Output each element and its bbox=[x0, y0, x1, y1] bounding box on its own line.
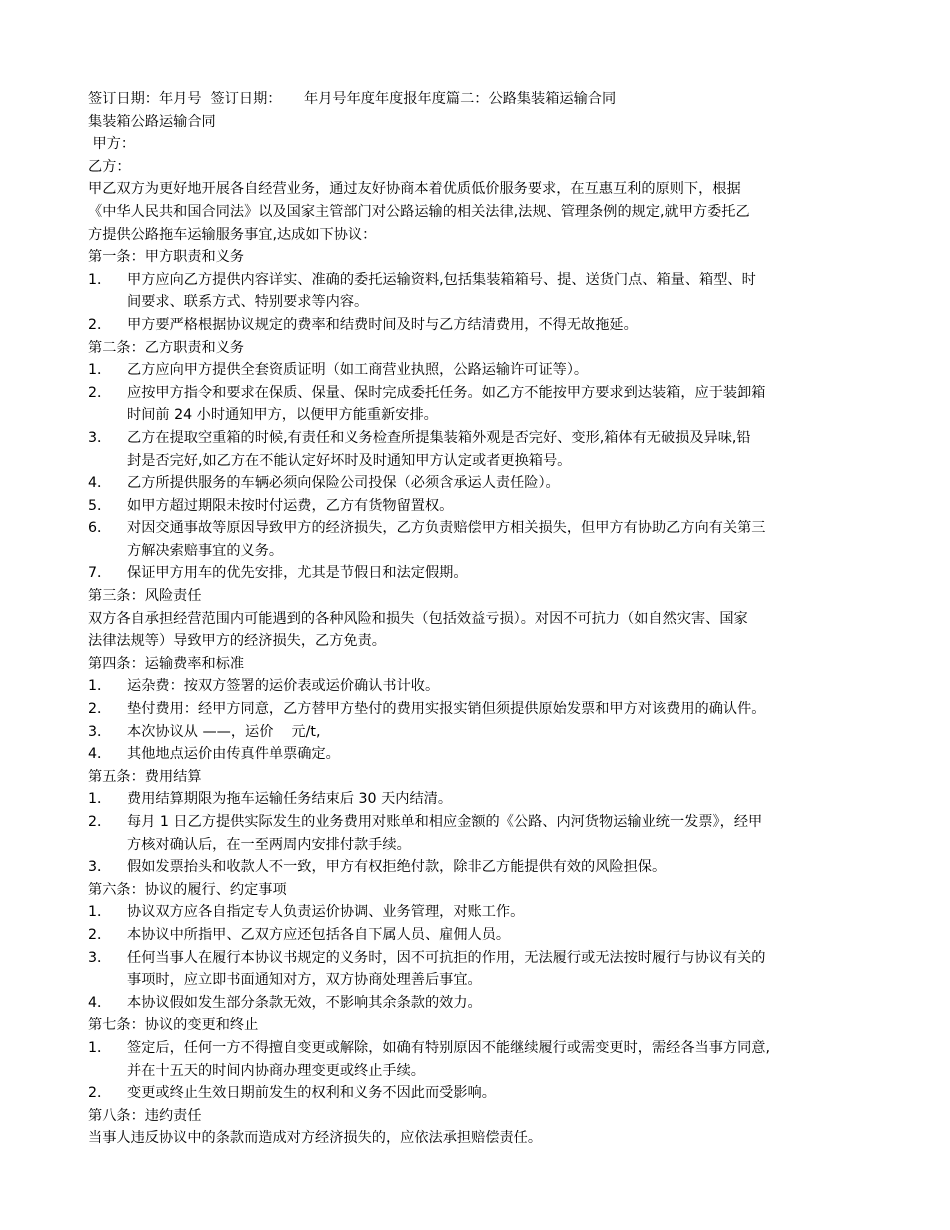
article-7 bbox=[88, 1014, 878, 1104]
item-number: 2． bbox=[88, 814, 112, 830]
list-item bbox=[88, 901, 878, 924]
list-item bbox=[88, 1082, 878, 1105]
item-number: 2． bbox=[88, 384, 112, 401]
item-text: 本次协议从 ——，运价 元/t, bbox=[127, 723, 321, 740]
article-heading: 第六条：协议的履行、约定事项 bbox=[88, 881, 287, 898]
item-text: 变更或终止生效日期前发生的权利和义务不因此而受影响。 bbox=[127, 1085, 496, 1102]
item-text: 假如发票抬头和收款人不一致，甲方有权拒绝付款，除非乙方能提供有效的风险担保。 bbox=[127, 859, 667, 876]
intro-line: 方提供公路拖车运输服务事宜,达成如下协议： bbox=[88, 226, 377, 243]
article-heading: 第三条：风险责任 bbox=[88, 588, 202, 605]
item-text: 并在十五天的时间内协商办理变更或终止手续。 bbox=[127, 1062, 425, 1079]
list-item bbox=[88, 947, 878, 992]
item-number: 1． bbox=[88, 362, 112, 379]
item-text: 乙方应向甲方提供全套资质证明（如工商营业执照，公路运输许可证等）。 bbox=[127, 362, 589, 379]
intro-paragraph bbox=[88, 178, 878, 246]
list-item bbox=[88, 992, 878, 1015]
item-text: 本协议假如发生部分条款无效，不影响其余条款的效力。 bbox=[127, 994, 482, 1011]
list-item bbox=[88, 269, 878, 314]
article-2 bbox=[88, 337, 878, 586]
item-text: 乙方所提供服务的车辆必须向保险公司投保（必须含承运人责任险）。 bbox=[127, 475, 560, 492]
item-text: 签定后，任何一方不得擅自变更或解除，如确有特别原因不能继续履行或需变更时，需经各当事方同意, bbox=[127, 1039, 770, 1056]
list-item bbox=[88, 359, 878, 382]
list-item bbox=[88, 427, 878, 472]
item-text: 协议双方应各自指定专人负责运价协调、业务管理，对账工作。 bbox=[127, 904, 525, 921]
article-5 bbox=[88, 766, 878, 879]
item-number: 1． bbox=[88, 904, 112, 921]
list-item bbox=[88, 721, 878, 744]
item-text: 甲方应向乙方提供内容详实、准确的委托运输资料,包括集装箱箱号、提、送货门点、箱量、箱型、时 bbox=[127, 271, 756, 288]
item-text: 间要求、联系方式、特别要求等内容。 bbox=[127, 294, 369, 311]
item-text: 任何当事人在履行本协议书规定的义务时，因不可抗拒的作用，无法履行或无法按时履行与协议有关的 bbox=[127, 949, 766, 966]
item-number: 3． bbox=[88, 859, 112, 876]
item-number: 3． bbox=[88, 723, 112, 740]
article-1 bbox=[88, 246, 878, 336]
item-text: 对因交通事故等原因导致甲方的经济损失，乙方负责赔偿甲方相关损失，但甲方有协助乙方向有关第三 bbox=[127, 520, 766, 537]
list-item bbox=[88, 472, 878, 495]
item-text: 封是否完好,如乙方在不能认定好坏时及时通知甲方认定或者更换箱号。 bbox=[127, 452, 572, 469]
item-text: 每月 1 日乙方提供实际发生的业务费用对账单和相应金额的《公路、内河货物运输业统一发票》，经甲 bbox=[127, 814, 763, 830]
item-text: 本协议中所指甲、乙双方应还包括各自下属人员、雇佣人员。 bbox=[127, 926, 511, 943]
item-text: 方核对确认后，在一至两周内安排付款手续。 bbox=[127, 836, 411, 853]
item-number: 1． bbox=[88, 1039, 112, 1056]
item-number: 4． bbox=[88, 475, 112, 492]
item-number: 2． bbox=[88, 316, 112, 333]
list-item bbox=[88, 562, 878, 585]
article-6 bbox=[88, 879, 878, 1015]
item-text: 费用结算期限为拖车运输任务结束后 30 天内结清。 bbox=[127, 791, 453, 808]
document-title: 集装箱公路运输合同 bbox=[88, 113, 216, 130]
list-item bbox=[88, 788, 878, 811]
item-number: 3． bbox=[88, 949, 112, 966]
item-text: 事项时，应立即书面通知对方，双方协商处理善后事宜。 bbox=[127, 972, 482, 989]
item-text: 如甲方超过期限未按时付运费，乙方有货物留置权。 bbox=[127, 497, 454, 514]
item-number: 7． bbox=[88, 565, 112, 582]
article-4 bbox=[88, 653, 878, 766]
list-item bbox=[88, 811, 878, 856]
item-text: 甲方要严格根据协议规定的费率和结费时间及时与乙方结清费用，不得无故拖延。 bbox=[127, 316, 638, 333]
item-number: 2． bbox=[88, 926, 112, 943]
item-number: 4． bbox=[88, 746, 112, 763]
item-number: 1． bbox=[88, 678, 112, 695]
article-heading: 第七条：协议的变更和终止 bbox=[88, 1017, 259, 1034]
party-b-label: 乙方： bbox=[88, 158, 131, 175]
article-heading: 第五条：费用结算 bbox=[88, 768, 202, 785]
list-item bbox=[88, 314, 878, 337]
list-item bbox=[88, 743, 878, 766]
list-item bbox=[88, 698, 878, 721]
article-heading: 第一条：甲方职责和义务 bbox=[88, 249, 245, 266]
item-number: 2． bbox=[88, 1085, 112, 1102]
item-text: 方解决索赔事宜的义务。 bbox=[127, 542, 284, 559]
item-text: 运杂费：按双方签署的运价表或运价确认书计收。 bbox=[127, 678, 440, 695]
item-number: 3． bbox=[88, 429, 112, 446]
list-item bbox=[88, 517, 878, 562]
item-text: 其他地点运价由传真件单票确定。 bbox=[127, 746, 340, 763]
list-item bbox=[88, 495, 878, 518]
list-item bbox=[88, 675, 878, 698]
header-line: 签订日期：年月号 签订日期： 年月号年度年度报年度篇二：公路集装箱运输合同 bbox=[88, 91, 617, 107]
article-3 bbox=[88, 585, 878, 653]
list-item bbox=[88, 924, 878, 947]
item-text: 时间前 24 小时通知甲方，以便甲方能重新安排。 bbox=[127, 407, 438, 424]
item-text: 保证甲方用车的优先安排，尤其是节假日和法定假期。 bbox=[127, 565, 468, 582]
contract-document bbox=[88, 88, 878, 1150]
list-item bbox=[88, 1037, 878, 1082]
article-body-line: 双方各自承担经营范围内可能遇到的各种风险和损失（包括效益亏损）。对因不可抗力（如自然灾害、国家 bbox=[88, 610, 748, 627]
article-heading: 第八条：违约责任 bbox=[88, 1107, 202, 1124]
item-text: 垫付费用：经甲方同意，乙方替甲方垫付的费用实报实销但须提供原始发票和甲方对该费用的确认件。 bbox=[127, 701, 766, 718]
intro-line: 甲乙双方为更好地开展各自经营业务，通过友好协商本着优质低价服务要求，在互惠互利的原则下，根据 bbox=[88, 181, 741, 198]
item-text: 乙方在提取空重箱的时候,有责任和义务检查所提集装箱外观是否完好、变形,箱体有无破损及异味,铅 bbox=[127, 429, 751, 446]
article-heading: 第四条：运输费率和标准 bbox=[88, 655, 245, 672]
article-8 bbox=[88, 1105, 878, 1150]
article-body-line: 法律法规等）导致甲方的经济损失，乙方免责。 bbox=[88, 633, 386, 650]
item-number: 1． bbox=[88, 271, 112, 288]
list-item bbox=[88, 856, 878, 879]
list-item bbox=[88, 382, 878, 427]
article-heading: 第二条：乙方职责和义务 bbox=[88, 339, 245, 356]
intro-line: 《中华人民共和国合同法》以及国家主管部门对公路运输的相关法律,法规、管理条例的规定,就甲方委托乙 bbox=[88, 203, 750, 220]
item-text: 应按甲方指令和要求在保质、保量、保时完成委托任务。如乙方不能按甲方要求到达装箱，应于装卸箱 bbox=[127, 384, 766, 401]
item-number: 2． bbox=[88, 701, 112, 718]
item-number: 4． bbox=[88, 994, 112, 1011]
item-number: 6． bbox=[88, 520, 112, 537]
item-number: 5． bbox=[88, 497, 112, 514]
article-body-line: 当事人违反协议中的条款而造成对方经济损失的，应依法承担赔偿责任。 bbox=[88, 1130, 543, 1147]
party-a-label: 甲方： bbox=[88, 136, 136, 153]
item-number: 1． bbox=[88, 791, 112, 808]
